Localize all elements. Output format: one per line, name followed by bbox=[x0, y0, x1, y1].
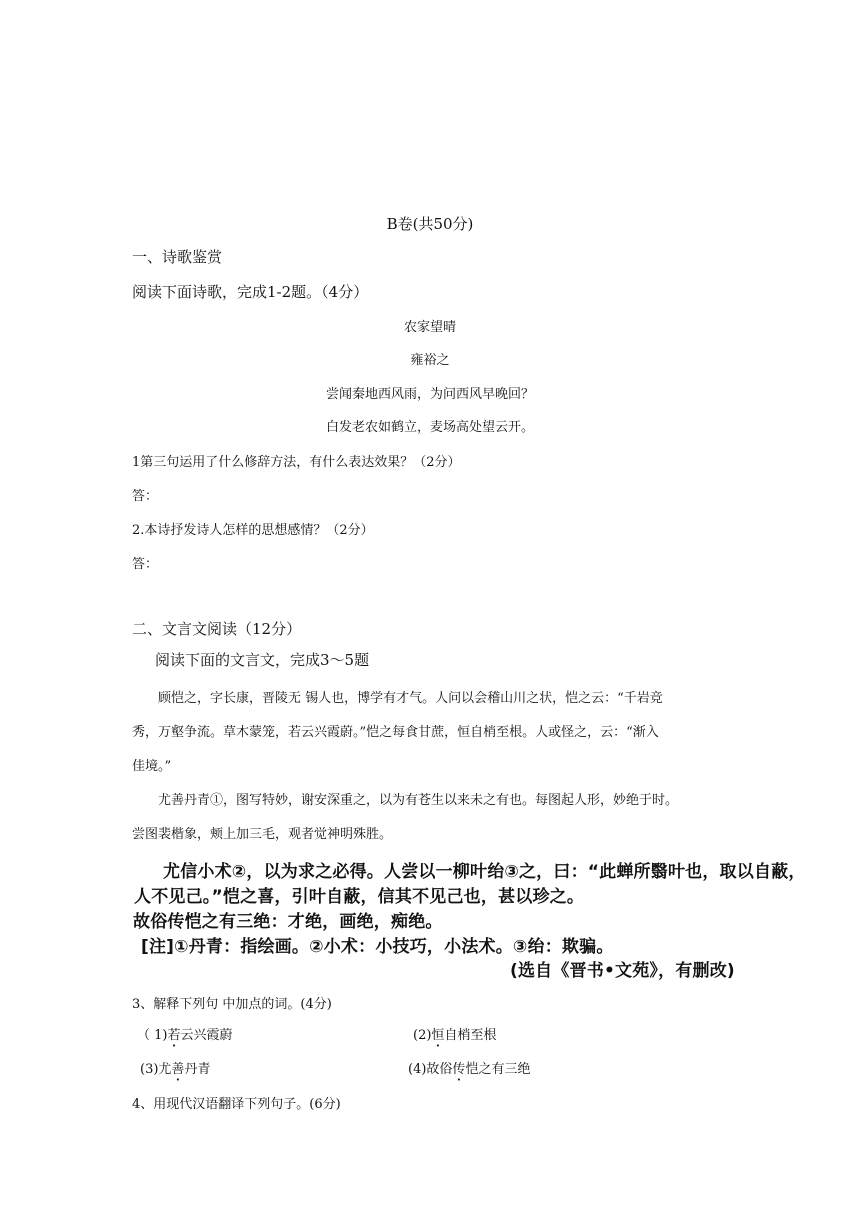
passage-para3-line2: 人不见己。”恺之喜，引叶自蔽，信其不见己也，甚以珍之。 bbox=[134, 887, 585, 907]
q3-item-2: (2)恒自梢至根 bbox=[413, 1028, 497, 1043]
passage-source: (选自《晋书•文苑》，有删改) bbox=[510, 961, 735, 981]
passage-para1-line2: 秀，万壑争流。草木蒙笼，若云兴霞蔚。”恺之每食甘蔗，恒自梢至根。人或怪之，云：“渐入 bbox=[132, 725, 659, 740]
q3-item-4: (4)故俗传恺之有三绝 bbox=[408, 1062, 531, 1077]
answer-1: 答： bbox=[132, 489, 159, 504]
passage-para2-line1: 尤善丹青①，图写特妙，谢安深重之，以为有苍生以来未之有也。每图起人形，妙绝于时。 bbox=[158, 793, 679, 808]
part2-heading: 二、文言文阅读（12分） bbox=[132, 620, 302, 638]
q3-item-3-dotted-word: 善 bbox=[171, 1062, 185, 1077]
part2-instruction: 阅读下面的文言文，完成3～5题 bbox=[155, 651, 370, 669]
poem-title: 农家望晴 bbox=[403, 320, 456, 335]
question-4: 4、用现代汉语翻译下列句子。(6分) bbox=[132, 1097, 341, 1112]
passage-para1-line3: 佳境。” bbox=[132, 759, 172, 774]
q3-item-1-dotted-word: 若 bbox=[167, 1028, 181, 1043]
passage-para3-line1: 尤信小术②，以为求之必得。人尝以一柳叶绐③之，曰：“此蝉所翳叶也，取以自蔽， bbox=[163, 862, 806, 882]
passage-para3-line3: 故俗传恺之有三绝：才绝，画绝，痴绝。 bbox=[133, 912, 443, 932]
passage-note: [注]①丹青：指绘画。②小术：小技巧，小法术。③绐：欺骗。 bbox=[141, 937, 614, 957]
part1-heading: 一、诗歌鉴赏 bbox=[132, 248, 223, 266]
poem-line-1: 尝闻秦地西风雨，为问西风早晚回？ bbox=[325, 387, 534, 402]
part1-instruction: 阅读下面诗歌，完成1-2题。（4分） bbox=[132, 283, 369, 301]
question-3: 3、解释下列句 中加点的词。(4分) bbox=[132, 997, 332, 1012]
q3-item-4-dotted-word: 传 bbox=[452, 1062, 466, 1077]
question-2: 2.本诗抒发诗人怎样的思想感情？（2分） bbox=[132, 523, 374, 538]
poem-author: 雍裕之 bbox=[410, 353, 450, 368]
passage-para1-line1: 顾恺之，字长康，晋陵无 锡人也，博学有才气。人问以会稽山川之状，恺之云：“千岩竞 bbox=[158, 691, 663, 706]
passage-para2-line2: 尝图裴楷象，颊上加三毛，观者觉神明殊胜。 bbox=[132, 827, 393, 842]
section-title: B卷(共50分) bbox=[386, 215, 474, 233]
q3-item-3: (3)尤善丹青 bbox=[140, 1062, 211, 1077]
question-1: 1第三句运用了什么修辞方法，有什么表达效果？（2分） bbox=[132, 455, 461, 470]
answer-2: 答： bbox=[132, 557, 159, 572]
poem-line-2: 白发老农如鹤立，麦场高处望云开。 bbox=[325, 420, 534, 435]
q3-item-2-dotted-word: 恒 bbox=[431, 1028, 445, 1043]
q3-item-1: （ 1)若云兴霞蔚 bbox=[137, 1028, 233, 1043]
